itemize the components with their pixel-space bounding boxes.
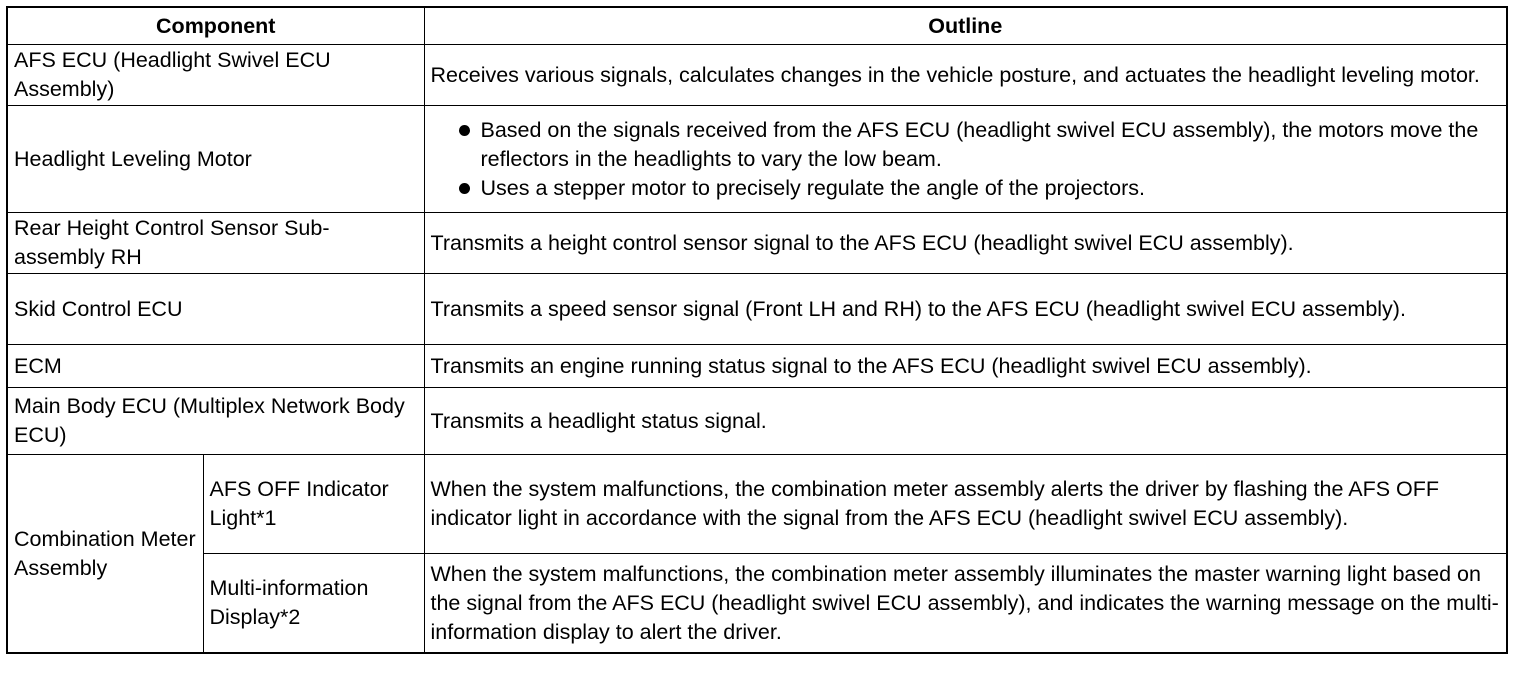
list-item [459, 174, 1501, 203]
outline-cell: Transmits an engine running status signal to the AFS ECU (headlight swivel ECU assembly). [424, 345, 1507, 388]
outline-cell [424, 106, 1507, 213]
header-outline: Outline [424, 7, 1507, 45]
subcomponent-cell: Multi-information Display*2 [203, 554, 424, 654]
header-component: Component [7, 7, 424, 45]
table-row [7, 388, 1507, 455]
table-row [7, 554, 1507, 654]
outline-bullet-list [431, 116, 1501, 203]
component-outline-table-container [6, 6, 1508, 654]
list-item [459, 116, 1501, 174]
outline-cell: Transmits a height control sensor signal to the AFS ECU (headlight swivel ECU assembly). [424, 213, 1507, 274]
bullet-text: Uses a stepper motor to precisely regulate the angle of the projectors. [480, 175, 1145, 200]
outline-cell: Transmits a speed sensor signal (Front LH and RH) to the AFS ECU (headlight swivel ECU assembly). [424, 274, 1507, 345]
outline-cell: Transmits a headlight status signal. [424, 388, 1507, 455]
table-row [7, 274, 1507, 345]
outline-cell: Receives various signals, calculates changes in the vehicle posture, and actuates the headlight leveling motor. [424, 45, 1507, 106]
bullet-icon [459, 183, 470, 194]
bullet-text: Based on the signals received from the AFS ECU (headlight swivel ECU assembly), the motors move the reflectors in the headlights to vary the low beam. [480, 117, 1479, 171]
subcomponent-cell: AFS OFF Indicator Light*1 [203, 455, 424, 554]
outline-cell: When the system malfunctions, the combination meter assembly illuminates the master warning light based on the signal from the AFS ECU (headlight swivel ECU assembly), and indicates the warning message on the multi-information display to alert the driver. [424, 554, 1507, 654]
table-row [7, 213, 1507, 274]
component-cell: AFS ECU (Headlight Swivel ECU Assembly) [7, 45, 424, 106]
component-cell: Combination Meter Assembly [7, 455, 203, 654]
table-row [7, 345, 1507, 388]
component-cell: Skid Control ECU [7, 274, 424, 345]
component-cell: Main Body ECU (Multiplex Network Body ECU) [7, 388, 424, 455]
table-header-row [7, 7, 1507, 45]
component-cell: Rear Height Control Sensor Sub-assembly RH [7, 213, 424, 274]
table-row [7, 45, 1507, 106]
component-cell: ECM [7, 345, 424, 388]
table-row [7, 106, 1507, 213]
component-outline-table [6, 6, 1508, 654]
outline-cell: When the system malfunctions, the combination meter assembly alerts the driver by flashing the AFS OFF indicator light in accordance with the signal from the AFS ECU (headlight swivel ECU assembly). [424, 455, 1507, 554]
bullet-icon [459, 125, 470, 136]
component-cell: Headlight Leveling Motor [7, 106, 424, 213]
table-row [7, 455, 1507, 554]
